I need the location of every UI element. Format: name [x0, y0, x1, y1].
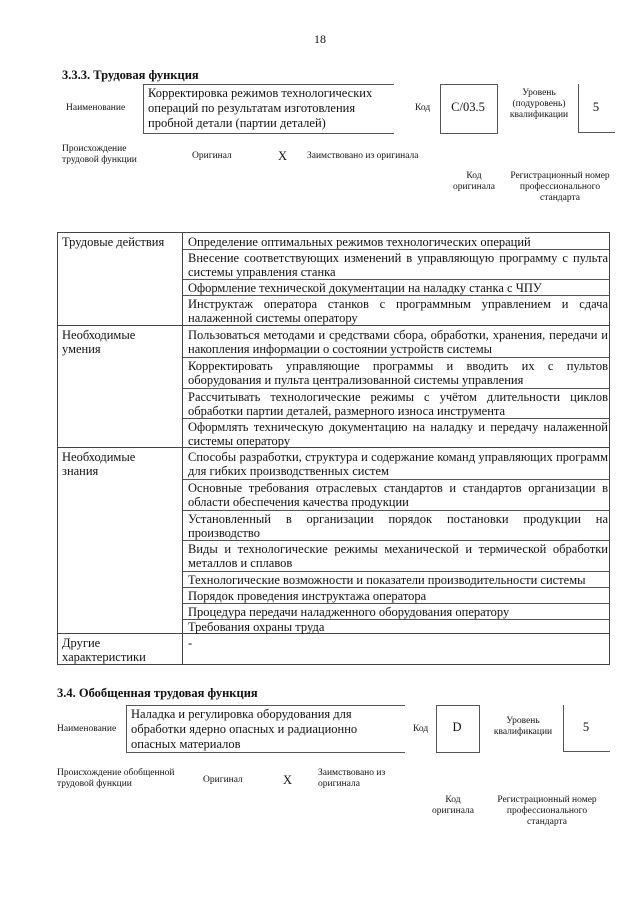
reg-number-label: Регистрационный номер профессионального стандарта [510, 171, 610, 203]
table-top-border [57, 232, 610, 233]
cell-divider [183, 295, 610, 296]
cell-divider [183, 540, 610, 541]
knowledge-item: Виды и технологические режимы механической и термической обработки металлов и сплавов [188, 542, 608, 570]
code-label: Код [413, 724, 429, 734]
reg-number-label: Регистрационный номер профессионального стандарта [497, 795, 597, 827]
function-code: C/03.5 [451, 100, 485, 114]
knowledge-item: Требования охраны труда [188, 620, 325, 634]
cell-divider [183, 357, 610, 358]
code-original-label: Код оригинала [453, 171, 495, 192]
skills-label: Необходимые умения [62, 328, 136, 356]
section-heading: 3.3.3. Трудовая функция [62, 68, 199, 82]
function-name: Корректировка режимов технологических операций по результатам изготовления пробной детали (партии деталей) [148, 86, 373, 130]
origin-label: Происхождение обобщенной трудовой функции [57, 768, 175, 789]
cell-divider [183, 418, 610, 419]
table-right-border [609, 232, 610, 665]
borrowed-label: Заимствовано из оригинала [318, 768, 386, 789]
skill-item: Пользоваться методами и средствами сбора, обработки, хранения, передачи и накопления информации о состоянии устройств системы [188, 328, 608, 356]
knowledge-item: Порядок проведения инструктажа оператора [188, 589, 427, 603]
row-divider [57, 325, 610, 326]
knowledge-item: Основные требования отраслевых стандартов и стандартов организации в области обеспечения качества продукции [188, 481, 608, 509]
name-label: Наименование [57, 724, 117, 734]
cell-divider [183, 279, 610, 280]
other-label: Другие характеристики [62, 636, 146, 664]
knowledge-item: Способы разработки, структура и содержание команд управляющих программ для гибких производственных систем [188, 450, 608, 478]
generalized-function-name: Наладка и регулировка оборудования для обработки ядерно опасных и радиационно опасных материалов [131, 707, 358, 751]
cell-divider [183, 388, 610, 389]
labor-action-item: Внесение соответствующих изменений в управляющую программу с пульта системы управления станка [188, 251, 608, 279]
cell-divider [183, 587, 610, 588]
cell-divider [183, 510, 610, 511]
table-left-border [57, 232, 58, 665]
level-label: Уровень (подуровень) квалификации [509, 88, 569, 120]
cell-divider [183, 571, 610, 572]
table-bottom-border [57, 664, 610, 665]
origin-label: Происхождение трудовой функции [62, 144, 137, 165]
labor-action-item: Определение оптимальных режимов технологических операций [188, 235, 531, 249]
original-label: Оригинал [203, 775, 243, 785]
labor-action-item: Оформление технической документации на наладку станка с ЧПУ [188, 281, 542, 295]
other-value: - [188, 636, 193, 650]
code-label: Код [415, 103, 431, 113]
cell-divider [183, 479, 610, 480]
table-column-divider [182, 232, 183, 665]
level-value: 5 [592, 100, 600, 114]
generalized-function-code: D [452, 720, 462, 734]
skill-item: Рассчитывать технологические режимы с учётом длительности циклов обработки партии деталей, размерного износа инструмента [188, 390, 608, 418]
skill-item: Корректировать управляющие программы и вводить их с пультов оборудования и пульта централизованной системы управления [188, 359, 608, 387]
skill-item: Оформлять техническую документацию на наладку и передачу налаженной системы оператору [188, 420, 608, 448]
knowledge-item: Установленный в организации порядок постановки продукции на производство [188, 512, 608, 540]
cell-divider [183, 249, 610, 250]
level-value: 5 [582, 720, 590, 734]
original-label: Оригинал [192, 151, 232, 161]
level-label: Уровень квалификации [493, 716, 553, 737]
original-mark: X [283, 773, 293, 787]
cell-divider [183, 603, 610, 604]
borrowed-label: Заимствовано из оригинала [307, 151, 419, 161]
original-mark: X [278, 149, 288, 163]
knowledge-item: Технологические возможности и показатели производительности системы [188, 573, 586, 587]
labor-action-item: Инструктаж оператора станков с программным управлением и сдача налаженной системы оператору [188, 297, 608, 325]
section-heading: 3.4. Обобщенная трудовая функция [57, 686, 258, 700]
name-label: Наименование [66, 103, 126, 113]
code-original-label: Код оригинала [432, 795, 474, 816]
knowledge-item: Процедура передачи наладженного оборудования оператору [188, 605, 510, 619]
knowledge-label: Необходимые знания [62, 450, 136, 478]
labor-actions-label: Трудовые действия [62, 235, 165, 249]
page-number: 18 [314, 32, 326, 46]
